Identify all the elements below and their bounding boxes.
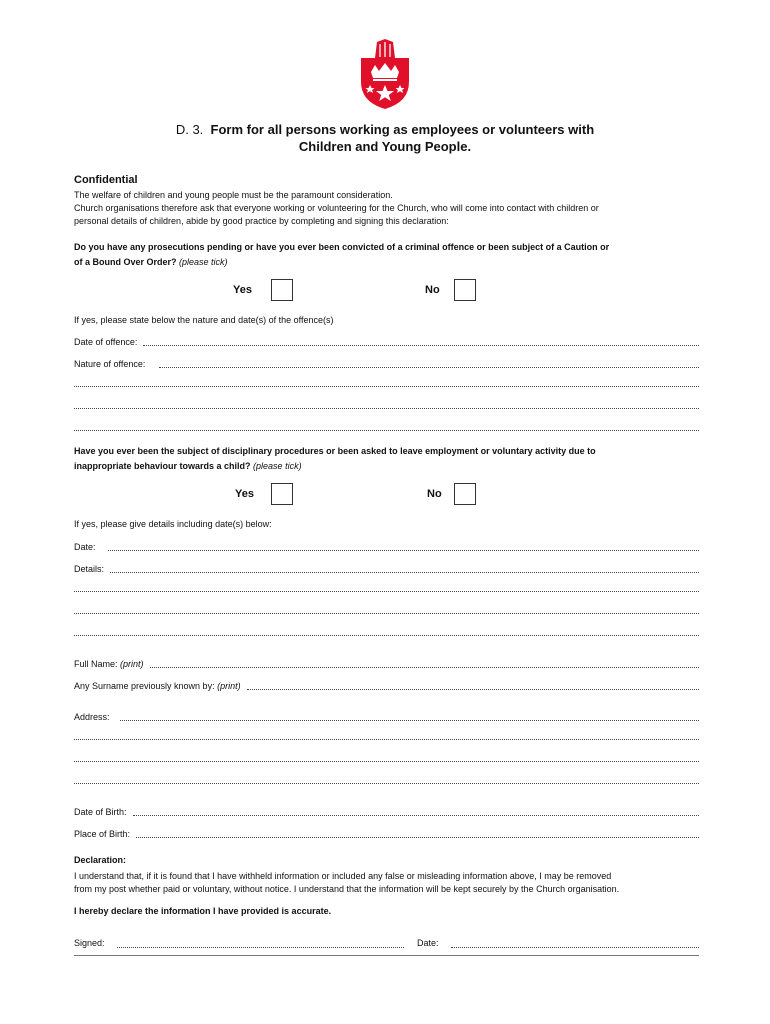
form-title-line1: D. 3. Form for all persons working as employees or volunteers with <box>175 122 595 137</box>
confidential-heading: Confidential <box>74 174 138 186</box>
disciplinary-date-field[interactable]: Date: <box>74 539 699 553</box>
form-number: D. 3. <box>175 122 204 137</box>
q1-no-checkbox[interactable] <box>454 279 476 301</box>
offence-blank-line[interactable] <box>74 430 699 431</box>
declaration-line: from my post whether paid or voluntary, without notice. I understand that the information will be kept securely by the Church organisation. <box>74 884 620 894</box>
para-line: The welfare of children and young people must be the paramount consideration. <box>74 190 393 200</box>
date-of-birth-field[interactable]: Date of Birth: <box>74 804 699 818</box>
q2-yes-label: Yes <box>235 488 254 500</box>
nature-of-offence-field[interactable]: Nature of offence: <box>74 356 699 370</box>
address-field[interactable]: Address: <box>74 709 699 723</box>
question-criminal-record <box>74 240 714 270</box>
declaration-line: I understand that, if it is found that I have withheld information or included any false or misleading information above, I may be removed <box>74 871 612 881</box>
disciplinary-details-field[interactable]: Details: <box>74 561 699 575</box>
offence-blank-line[interactable] <box>74 386 699 387</box>
question-disciplinary <box>74 444 714 474</box>
question-line: Have you ever been the subject of disciplinary procedures or been asked to leave employment or voluntary activity due to <box>74 446 596 456</box>
declaration-heading: Declaration: <box>74 855 127 865</box>
question-line: of a Bound Over Order? (please tick) <box>74 257 228 267</box>
declaration-statement: I hereby declare the information I have provided is accurate. <box>74 906 332 916</box>
full-name-field[interactable]: Full Name: (print) <box>74 656 699 670</box>
q2-no-checkbox[interactable] <box>454 483 476 505</box>
date-of-offence-field[interactable]: Date of offence: <box>74 334 699 348</box>
q2-followup: If yes, please give details including date(s) below: <box>74 519 272 529</box>
church-logo <box>355 38 415 110</box>
details-blank-line[interactable] <box>74 591 699 592</box>
q2-no-label: No <box>427 488 442 500</box>
question-line: inappropriate behaviour towards a child? (please tick) <box>74 461 302 471</box>
q1-followup: If yes, please state below the nature and date(s) of the offence(s) <box>74 315 334 325</box>
declaration-text <box>74 870 724 896</box>
form-title <box>0 121 770 155</box>
question-line: Do you have any prosecutions pending or have you ever been convicted of a criminal offence or been subject of a Caution or <box>74 242 610 252</box>
q1-no-label: No <box>425 284 440 296</box>
confidential-paragraph <box>74 189 714 228</box>
address-blank-line[interactable] <box>74 739 699 740</box>
signature-date-field[interactable]: Date: <box>417 936 699 950</box>
signed-field[interactable]: Signed: <box>74 936 404 950</box>
para-line: Church organisations therefore ask that everyone working or volunteering for the Church, who will come into contact with children or <box>74 203 599 213</box>
q1-yes-label: Yes <box>233 284 252 296</box>
form-title-line2: Children and Young People. <box>298 139 472 154</box>
details-blank-line[interactable] <box>74 613 699 614</box>
bottom-rule <box>74 955 699 956</box>
offence-blank-line[interactable] <box>74 408 699 409</box>
address-blank-line[interactable] <box>74 761 699 762</box>
q1-yes-checkbox[interactable] <box>271 279 293 301</box>
address-blank-line[interactable] <box>74 783 699 784</box>
place-of-birth-field[interactable]: Place of Birth: <box>74 826 699 840</box>
previous-surname-field[interactable]: Any Surname previously known by: (print) <box>74 678 699 692</box>
para-line: personal details of children, abide by good practice by completing and signing this declaration: <box>74 216 449 226</box>
q2-yes-checkbox[interactable] <box>271 483 293 505</box>
details-blank-line[interactable] <box>74 635 699 636</box>
